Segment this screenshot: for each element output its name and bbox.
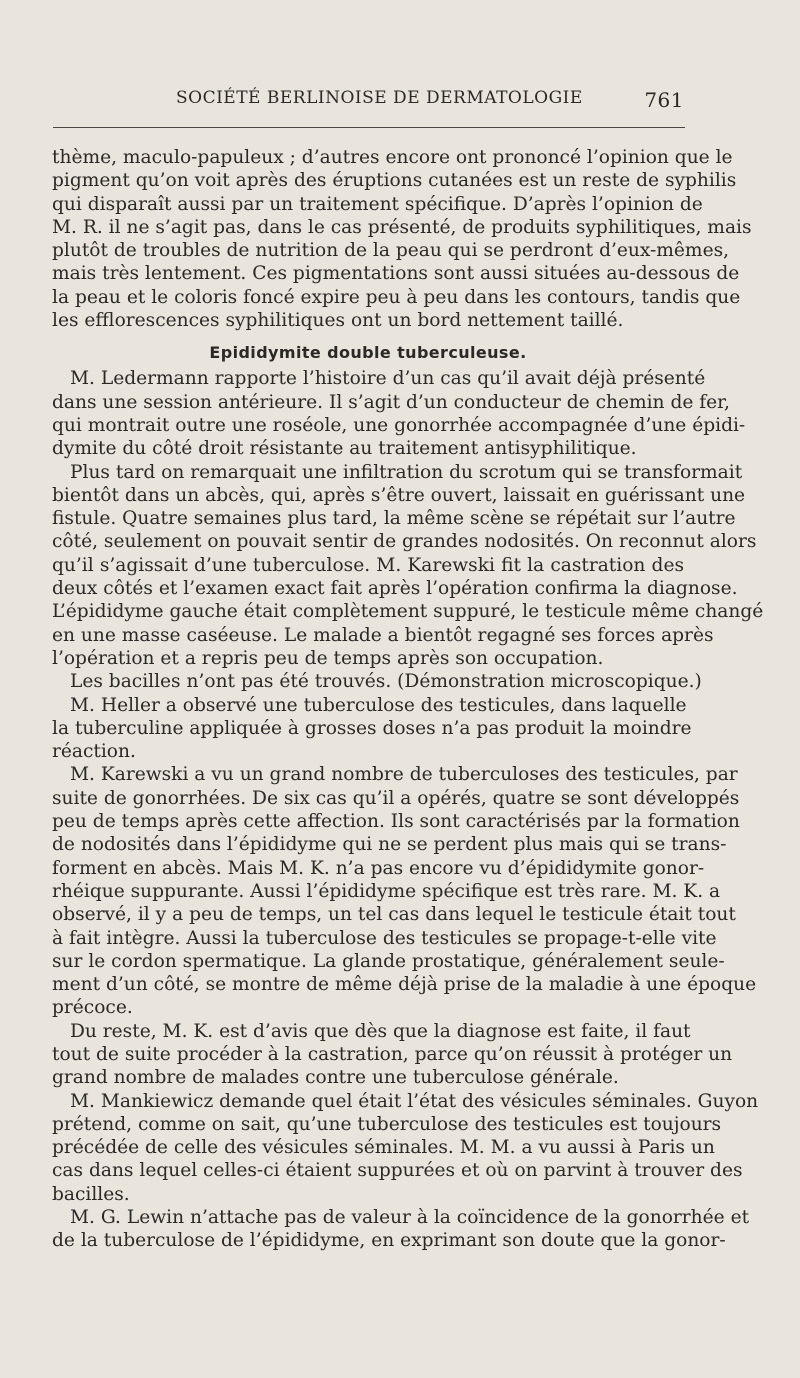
text-line: M. Karewski a vu un grand nombre de tuberculoses des testicules, par — [70, 764, 738, 786]
text-line: M. G. Lewin n’attache pas de valeur à la coïncidence de la gonorrhée et — [70, 1207, 750, 1229]
text-line: M. Ledermann rapporte l’histoire d’un cas qu’il avait déjà présenté — [70, 368, 706, 390]
text-line: thème, maculo-papuleux ; d’autres encore ont prononcé l’opinion que le — [52, 147, 733, 168]
text-line: qui montrait outre une roséole, une gonorrhée accompagnée d’une épidi- — [52, 414, 746, 436]
text-line: plutôt de troubles de nutrition de la peau qui se perdront d’eux-mêmes, — [52, 240, 730, 262]
text-line: bientôt dans un abcès, qui, après s’être ouvert, laissait en guérissant une — [52, 484, 746, 506]
text-line: de la tuberculose de l’épididyme, en exprimant son doute que la gonor- — [52, 1230, 726, 1252]
text-line: côté, seulement on pouvait sentir de grandes nodosités. On reconnut alors — [52, 531, 757, 553]
text-line: peu de temps après cette affection. Ils sont caractérisés par la formation — [52, 811, 740, 833]
running-title: SOCIÉTÉ BERLINOISE DE DERMATOLOGIE — [176, 88, 583, 108]
header-rule — [53, 127, 685, 128]
text-line: qui disparaît aussi par un traitement spécifique. D’après l’opinion de — [52, 193, 703, 215]
text-line: bacilles. — [52, 1183, 130, 1205]
text-line: la tuberculine appliquée à grosses doses n’a pas produit la moindre — [52, 717, 692, 739]
text-line: M. Mankiewicz demande quel était l’état des vésicules séminales. Guyon — [70, 1090, 759, 1112]
text-line: rhéique suppurante. Aussi l’épididyme spécifique est très rare. M. K. a — [52, 880, 721, 902]
text-line: M. R. il ne s’agit pas, dans le cas présenté, de produits syphilitiques, mais — [52, 216, 752, 238]
paragraph-6 — [52, 763, 757, 1019]
paragraph-9 — [52, 1206, 750, 1253]
paragraph-2 — [52, 367, 746, 460]
text-line: pigment qu’on voit après des éruptions cutanées est un reste de syphilis — [52, 170, 737, 192]
text-line: Les bacilles n’ont pas été trouvés. (Démonstration microscopique.) — [70, 671, 702, 693]
paragraph-1 — [52, 146, 752, 332]
section-heading: Epididymite double tuberculeuse. — [209, 343, 527, 363]
text-line: M. Heller a observé une tuberculose des testicules, dans laquelle — [70, 694, 687, 716]
text-line: précoce. — [52, 997, 133, 1019]
text-line: fistule. Quatre semaines plus tard, la même scène se répétait sur l’autre — [52, 508, 736, 530]
paragraph-5 — [52, 694, 692, 764]
text-line: de nodosités dans l’épididyme qui ne se perdent plus mais qui se trans- — [52, 834, 727, 856]
text-line: L’épididyme gauche était complètement suppuré, le testicule même changé — [52, 601, 764, 623]
body-text — [52, 146, 764, 1253]
paragraph-7 — [52, 1020, 733, 1090]
text-line: dymite du côté droit résistante au traitement antisyphilitique. — [52, 438, 637, 460]
text-line: grand nombre de malades contre une tuberculose générale. — [52, 1067, 619, 1089]
text-line: forment en abcès. Mais M. K. n’a pas encore vu d’épididymite gonor- — [52, 857, 705, 879]
text-line: sur le cordon spermatique. La glande prostatique, généralement seule- — [52, 950, 725, 972]
text-line: en une masse caséeuse. Le malade a bientôt regagné ses forces après — [52, 624, 714, 646]
text-line: observé, il y a peu de temps, un tel cas dans lequel le testicule était tout — [52, 904, 736, 926]
text-line: prétend, comme on sait, qu’une tuberculose des testicules est toujours — [52, 1113, 722, 1135]
page-number: 761 — [644, 88, 684, 112]
text-line: suite de gonorrhées. De six cas qu’il a opérés, quatre se sont développés — [52, 787, 740, 809]
paragraph-4 — [52, 670, 702, 693]
text-line: la peau et le coloris foncé expire peu à peu dans les contours, tandis que — [52, 286, 741, 308]
text-line: tout de suite procéder à la castration, parce qu’on réussit à protéger un — [52, 1043, 733, 1065]
text-line: mais très lentement. Ces pigmentations sont aussi situées au-dessous de — [52, 263, 740, 285]
text-line: dans une session antérieure. Il s’agit d’un conducteur de chemin de fer, — [52, 391, 730, 413]
text-line: ment d’un côté, se montre de même déjà prise de la maladie à une époque — [52, 974, 757, 996]
text-line: précédée de celle des vésicules séminales. M. M. a vu aussi à Paris un — [52, 1137, 715, 1159]
paragraph-3 — [52, 461, 764, 671]
text-line: Plus tard on remarquait une infiltration du scrotum qui se transformait — [70, 461, 743, 483]
text-line: deux côtés et l’examen exact fait après l’opération confirma la diagnose. — [52, 578, 738, 600]
text-line: l’opération et a repris peu de temps après son occupation. — [52, 647, 604, 669]
paragraph-8 — [52, 1090, 759, 1206]
text-line: cas dans lequel celles-ci étaient suppurées et où on parvint à trouver des — [52, 1160, 743, 1182]
text-line: à fait intègre. Aussi la tuberculose des testicules se propage-t-elle vite — [52, 927, 717, 949]
text-line: qu’il s’agissait d’une tuberculose. M. Karewski fit la castration des — [52, 554, 684, 576]
text-line: réaction. — [52, 741, 136, 763]
text-line: Du reste, M. K. est d’avis que dès que la diagnose est faite, il faut — [70, 1020, 691, 1042]
text-line: les efflorescences syphilitiques ont un bord nettement taillé. — [52, 310, 624, 332]
